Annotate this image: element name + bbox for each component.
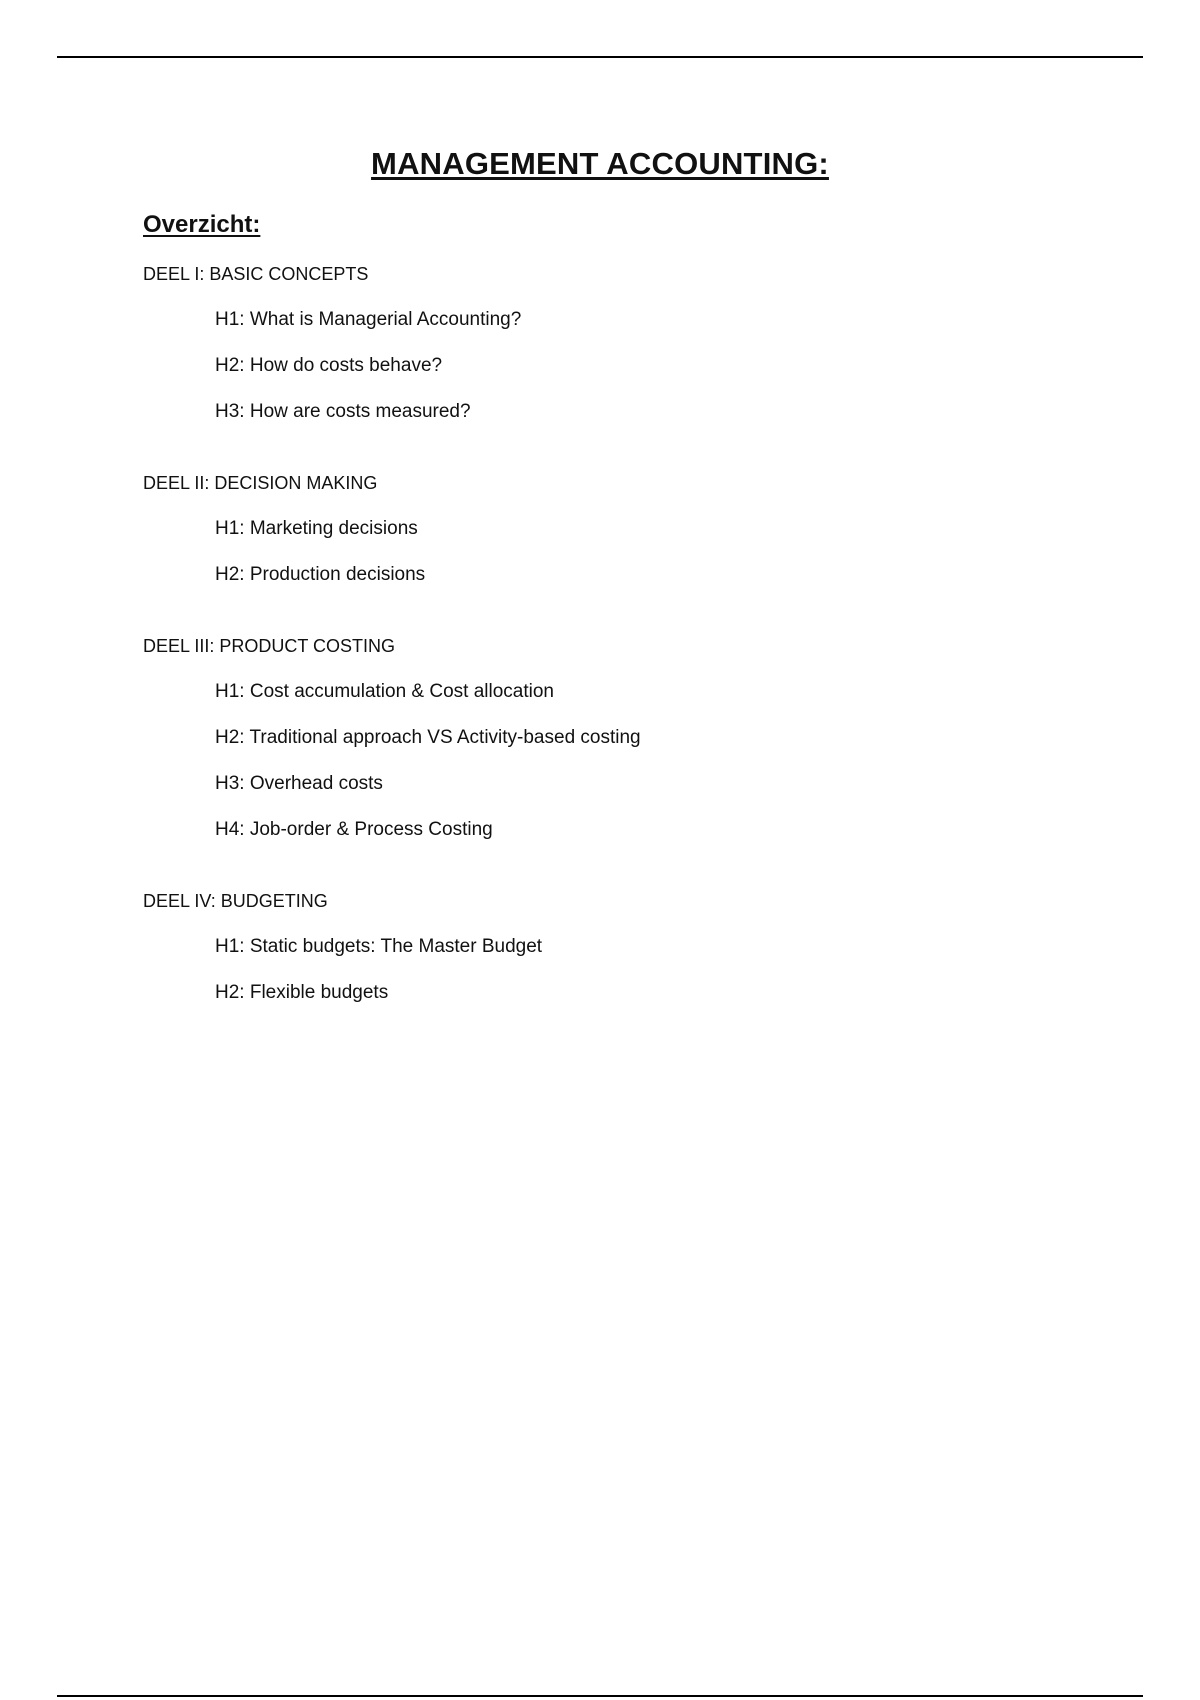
chapter-item: H2: How do costs behave? — [215, 355, 443, 376]
chapter-item: H4: Job-order & Process Costing — [215, 819, 493, 840]
footer-rule — [57, 1695, 1143, 1697]
chapter-item: H1: Cost accumulation & Cost allocation — [215, 681, 554, 702]
part-4 — [143, 889, 1143, 1005]
table-of-contents — [143, 262, 1143, 1052]
part-title: DEEL II: DECISION MAKING — [143, 473, 378, 493]
chapter-item: H3: How are costs measured? — [215, 401, 471, 422]
chapter-item: H1: What is Managerial Accounting? — [215, 309, 522, 330]
chapter-list — [143, 935, 1143, 1005]
chapter-item: H2: Flexible budgets — [215, 982, 389, 1003]
document-title: MANAGEMENT ACCOUNTING: — [371, 146, 829, 181]
part-title: DEEL I: BASIC CONCEPTS — [143, 264, 369, 284]
chapter-item: H1: Static budgets: The Master Budget — [215, 936, 543, 957]
chapter-item: H2: Production decisions — [215, 564, 426, 585]
part-2 — [143, 471, 1143, 587]
part-title: DEEL III: PRODUCT COSTING — [143, 636, 396, 656]
chapter-list — [143, 517, 1143, 587]
chapter-item: H3: Overhead costs — [215, 773, 383, 794]
chapter-item: H1: Marketing decisions — [215, 518, 418, 539]
part-1 — [143, 262, 1143, 424]
chapter-item: H2: Traditional approach VS Activity-based costing — [215, 727, 641, 748]
part-3 — [143, 634, 1143, 842]
chapter-list — [143, 680, 1143, 842]
header-rule — [57, 56, 1143, 58]
part-title: DEEL IV: BUDGETING — [143, 891, 328, 911]
chapter-list — [143, 308, 1143, 424]
overview-heading: Overzicht: — [143, 211, 261, 238]
